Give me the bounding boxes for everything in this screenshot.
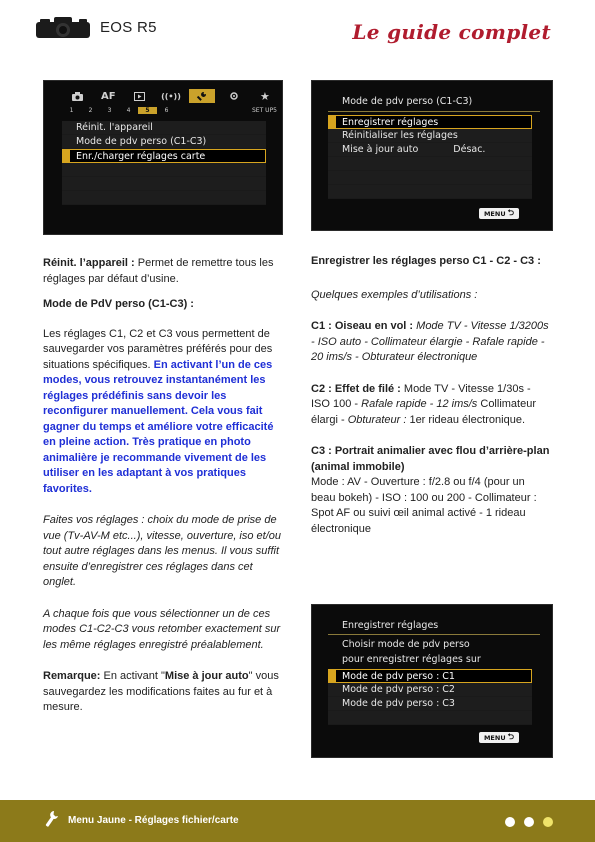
camera-screen-custom-mode [311, 80, 553, 231]
heading-save-custom: Enregistrer les réglages perso C1 - C2 - C3 : [311, 255, 541, 267]
label-c2: C2 : Effet de filé : [311, 382, 401, 395]
subtab-6[interactable]: 6 [164, 107, 169, 114]
page-dot-1 [505, 817, 515, 827]
wrench-icon [44, 810, 60, 833]
menu-button-label: MENU [483, 733, 506, 742]
menu-item-reset-settings[interactable]: Réinitialiser les réglages [328, 129, 532, 143]
custom-mode-menu-list [328, 115, 532, 199]
example-c1 [311, 319, 551, 366]
header-brand [34, 12, 157, 42]
save-mode-menu-list [328, 669, 532, 725]
subtab-2[interactable]: 2 [88, 107, 93, 114]
wireless-icon[interactable]: ((•)) [161, 91, 181, 101]
custom-icon[interactable] [221, 89, 247, 103]
paragraph-each-time: A chaque fois que vous sélectionner un de ces modes C1-C2-C3 vous retomber exactement sur les même réglages enregistré préalablement. [43, 607, 281, 651]
heading-custom-mode: Mode de PdV perso (C1-C3) : [43, 298, 194, 310]
menu-item-c2[interactable]: Mode de pdv perso : C2 [328, 683, 532, 697]
text-c3: Mode : AV - Ouverture : f/2.8 ou f/4 (pour un beau bokeh) - ISO : 100 ou 200 - Collimateur : Spot AF ou suivi œil animal activé - 1 rideau électronique [311, 476, 537, 535]
auto-update-label: Mise à jour auto [342, 144, 419, 155]
camera-screen-setup [43, 80, 283, 235]
brand-name: EOS R5 [100, 18, 157, 36]
text-c2-italic-2: Obturateur : [347, 413, 407, 426]
example-c3 [311, 444, 551, 537]
text-remark-b: " vous sauvegardez les modifications faites au fur et à mesure. [43, 670, 279, 713]
text-c2-italic: Rafale rapide - 12 ims/s [361, 398, 478, 410]
subtab-4[interactable]: 4 [126, 107, 131, 114]
setup-menu-list [62, 121, 266, 205]
subtab-3[interactable]: 3 [107, 107, 112, 114]
menu-item-c1[interactable]: Mode de pdv perso : C1 [328, 669, 532, 683]
menu-row-empty [62, 177, 266, 191]
play-icon[interactable] [127, 89, 153, 103]
text-c2-c: 1er rideau électronique. [406, 413, 526, 426]
menu-item-save-load-card[interactable]: Enr./charger réglages carte [62, 149, 266, 163]
paragraph-remark [43, 669, 287, 716]
text-c1: Mode TV - Vitesse 1/3200s - ISO auto - Collimateur élargie - Rafale rapide - 20 ims/s - Obturateur électronique [311, 320, 549, 363]
menu-row-empty [328, 711, 532, 725]
paragraph-make-settings [43, 513, 287, 591]
return-arrow-icon: ⮌ [507, 731, 515, 741]
menu-tab-bar [62, 88, 280, 118]
subtab-5[interactable]: 5 [138, 107, 157, 114]
tab-af[interactable]: AF [101, 90, 116, 102]
footer-label: Menu Jaune - Réglages fichier/carte [68, 815, 239, 826]
menu-item-reset-camera[interactable]: Réinit. l'appareil [62, 121, 266, 135]
text-make-settings: choix du mode de prise de vue (Tv-AV-M etc...), vitesse, ouverture, iso et/ou tout autre réglages dans les menus. Il vous suffit ensuite d’enregistrer ces réglages dans cet onglet. [43, 514, 282, 588]
text-reset: Permet de remettre tous les réglages par défaut d’usine. [43, 257, 274, 285]
menu-row-empty [328, 157, 532, 171]
wrench-icon[interactable] [189, 89, 215, 103]
menu-item-auto-update[interactable] [328, 143, 532, 157]
text-custom-mode: Les réglages C1, C2 et C3 vous permettent de sauvegarder vos paramètres préférés pour des situations spécifiques. [43, 327, 273, 371]
menu-button-label: MENU [483, 209, 506, 218]
screen-subtitle-line2: pour enregistrer réglages sur [342, 654, 481, 665]
guide-title: Le guide complet [352, 20, 551, 44]
page-dot-3-active [543, 817, 553, 827]
auto-update-value: Désac. [453, 144, 486, 155]
screen-title: Enregistrer réglages [342, 620, 439, 631]
text-custom-mode-highlight: En activant l’un de ces modes, vous retrouvez instantanément les réglages prédéfinis sans devoir les reconfigurer manuellement. Cela vous fait gagner du temps et améliore votre efficacité en pleine action. Très pratique en photo animalière je recommande vivement de les utiliser en les adaptant à vos pratiques favorites. [43, 358, 274, 495]
menu-row-empty [62, 163, 266, 177]
label-c3: C3 : Portrait animalier avec flou d’arrière-plan (animal immobile) [311, 445, 550, 473]
paragraph-custom-mode [43, 327, 287, 498]
example-c2 [311, 382, 551, 429]
title-divider [328, 111, 540, 112]
intro-examples: Quelques exemples d’utilisations : [311, 288, 478, 301]
star-icon[interactable]: ★ [260, 89, 270, 103]
camera-screen-save-settings [311, 604, 553, 758]
label-remark: Remarque: [43, 670, 101, 682]
menu-row-empty [328, 185, 532, 199]
right-column [311, 254, 551, 537]
label-make-settings: Faites vos réglages : [43, 514, 145, 526]
menu-back-button[interactable] [479, 208, 519, 219]
menu-item-save-settings[interactable]: Enregistrer réglages [328, 115, 532, 129]
menu-row-empty [328, 171, 532, 185]
menu-back-button[interactable] [479, 732, 519, 743]
paragraph-reset [43, 256, 287, 287]
left-column [43, 256, 287, 716]
text-c2-a: Mode TV - Vitesse 1/30s - ISO 100 - [311, 382, 531, 410]
menu-item-c3[interactable]: Mode de pdv perso : C3 [328, 697, 532, 711]
screen-subtitle-line1: Choisir mode de pdv perso [342, 639, 470, 650]
label-reset: Réinit. l’appareil : [43, 257, 135, 269]
text-remark-bold: Mise à jour auto [164, 670, 249, 682]
label-c1: C1 : Oiseau en vol : [311, 320, 414, 332]
title-divider [328, 634, 540, 635]
text-c2-b: Collimateur élargi - [311, 398, 536, 426]
menu-row-empty [62, 191, 266, 205]
menu-item-custom-mode[interactable]: Mode de pdv perso (C1-C3) [62, 135, 266, 149]
camera-logo-icon [34, 14, 94, 40]
return-arrow-icon: ⮌ [507, 207, 515, 217]
subtab-1[interactable]: 1 [69, 107, 74, 114]
menu-subtabs [62, 107, 280, 114]
page-dot-2 [524, 817, 534, 827]
screen-title: Mode de pdv perso (C1-C3) [342, 96, 473, 107]
camera-icon[interactable] [64, 89, 90, 103]
subtab-label: SET UP5 [252, 107, 277, 114]
text-remark-a: En activant " [100, 670, 165, 682]
